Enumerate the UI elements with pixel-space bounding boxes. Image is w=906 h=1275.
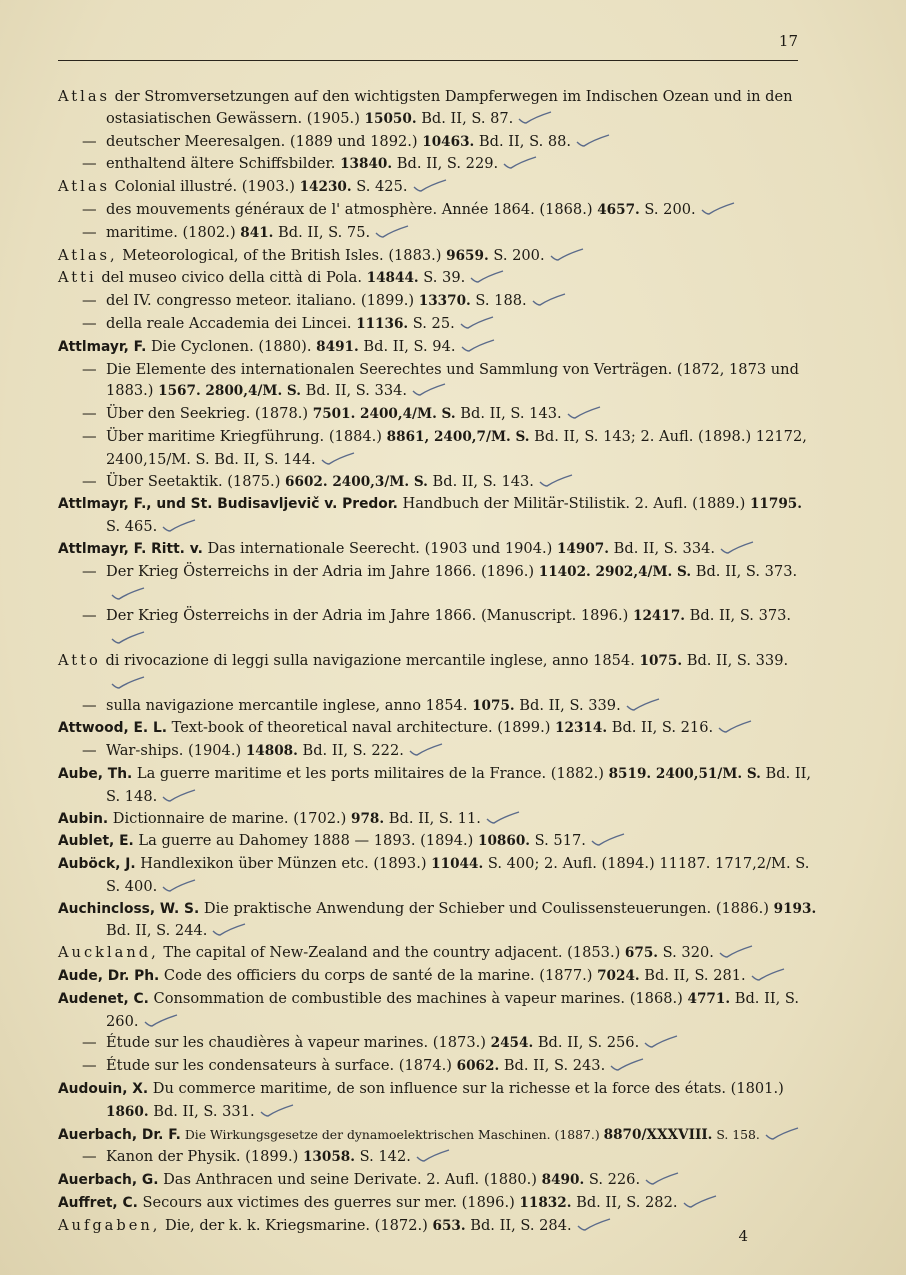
entry-title: Über den Seekrieg. (1878.) (106, 405, 313, 423)
entry-title: Dictionnaire de marine. (1702.) (108, 809, 352, 827)
entry-catalog-number: 15050. (364, 110, 417, 127)
entry-catalog-number: 14907. (556, 540, 609, 557)
entry-location: Bd. II, S. 281. (639, 967, 746, 985)
catalog-entry (58, 853, 818, 898)
entry-catalog-number: 841. (240, 224, 274, 241)
entry-catalog-number: 8519. 2400,51/M. S. (608, 765, 761, 782)
catalog-entry (58, 650, 818, 695)
entry-catalog-number: 10463. (422, 133, 475, 150)
entry-location: Bd. II, S. 373. (691, 562, 798, 580)
entry-catalog-number: 9659. (446, 247, 489, 264)
catalog-entry (58, 313, 818, 336)
entry-catalog-number: 8491. (316, 338, 359, 355)
catalog-entry (58, 1192, 818, 1215)
entry-catalog-number: 9193. (773, 900, 817, 917)
repeat-dash: — (82, 1148, 97, 1166)
entry-catalog-number: 14808. (245, 743, 298, 760)
entry-author: Aube, Th. (58, 765, 133, 782)
entry-title: The capital of New-Zealand and the country adjacent. (1853.) (158, 944, 625, 962)
check-mark-icon (412, 180, 448, 194)
entry-title: deutscher Meeresalgen. (1889 und 1892.) (106, 132, 423, 150)
check-mark-icon (320, 453, 356, 467)
entry-title: Text-book of theoretical naval architecture. (1899.) (167, 719, 556, 737)
check-mark-icon (408, 744, 444, 758)
entry-keyword: Atlas (58, 178, 111, 196)
catalog-entry (58, 561, 818, 606)
check-mark-icon (502, 157, 538, 171)
entry-location: Bd. II, S. 87. (416, 109, 514, 127)
catalog-entry (58, 1169, 818, 1192)
entry-title: sulla navigazione mercantile inglese, anno 1854. (106, 696, 473, 714)
entry-title: Handbuch der Militär-Stilistik. 2. Aufl. (1889.) (397, 495, 750, 513)
entry-catalog-number: 13840. (340, 156, 393, 173)
entry-catalog-number: 11136. (356, 315, 409, 332)
repeat-dash: — (82, 292, 97, 310)
entry-location: S. 226. (584, 1171, 641, 1189)
header-rule (58, 60, 798, 61)
entry-catalog-number: 7501. 2400,4/M. S. (312, 406, 456, 423)
repeat-dash: — (82, 200, 97, 218)
entry-location: Bd. II, S. 339. (514, 696, 621, 714)
repeat-dash: — (82, 696, 97, 714)
repeat-dash: — (82, 405, 97, 423)
check-mark-icon (538, 475, 574, 489)
entry-location: Bd. II, S. 373. (685, 607, 792, 625)
check-mark-icon (625, 699, 661, 713)
entry-author: Attlmayr, F. Ritt. v. (58, 540, 203, 557)
check-mark-icon (374, 226, 410, 240)
entry-catalog-number: 1567. 2800,4/M. S. (158, 383, 301, 400)
entry-location: S. 158. (712, 1126, 760, 1142)
entry-title: Über Seetaktik. (1875.) (106, 472, 286, 490)
entry-catalog-number: 7024. (597, 968, 640, 985)
entry-location: Bd. II, S. 243. (499, 1057, 606, 1075)
entry-catalog-number: 12417. (633, 608, 686, 625)
entry-catalog-number: 8861, 2400,7/M. S. (386, 428, 530, 445)
check-mark-icon (110, 588, 146, 602)
entry-location: Bd. II, S. 148. (106, 764, 812, 805)
entry-location: Bd. II, S. 88. (474, 132, 572, 150)
check-mark-icon (575, 135, 611, 149)
catalog-entry (58, 199, 818, 222)
entry-title: Étude sur les condensateurs à surface. (1874.) (106, 1057, 457, 1075)
catalog-entry (58, 1146, 818, 1169)
entry-keyword: Atlas (58, 88, 111, 105)
entry-title: Der Krieg Österreichs in der Adria im Jahre 1866. (1896.) (106, 562, 539, 580)
entry-title: La guerre maritime et les ports militaires de la France. (1882.) (132, 764, 609, 782)
catalog-entry (58, 493, 818, 538)
entry-location: S. 465. (106, 518, 158, 536)
catalog-entry (58, 830, 818, 853)
catalog-entry (58, 1032, 818, 1055)
entry-location: Bd. II, S. 284. (465, 1216, 572, 1234)
check-mark-icon (549, 249, 585, 263)
entry-catalog-number: 653. (432, 1217, 466, 1234)
entry-location: Bd. II, S. 75. (273, 223, 371, 241)
entry-location: Bd. II, S. 143. (427, 472, 534, 490)
catalog-entry (58, 717, 818, 740)
entry-location: S. 517. (530, 832, 586, 850)
catalog-entry (58, 267, 818, 290)
entry-catalog-number: 11795. (749, 496, 802, 513)
entry-title: Du commerce maritime, de son influence sur la richesse et la force des états. (1801.) (148, 1080, 784, 1098)
repeat-dash: — (82, 607, 97, 625)
entry-catalog-number: 13058. (302, 1149, 355, 1166)
entry-location: S. 25. (408, 314, 455, 332)
entry-title: Secours aux victimes des guerres sur mer. (1896.) (137, 1194, 520, 1212)
entry-title: maritime. (1802.) (106, 223, 241, 241)
entry-catalog-number: 13370. (418, 293, 471, 310)
entry-author: Auchincloss, W. S. (58, 900, 200, 917)
entry-title: di rivocazione di leggi sulla navigazione mercantile inglese, anno 1854. (100, 651, 640, 669)
catalog-entry (58, 426, 818, 471)
entry-title: Das Anthracen und seine Derivate. 2. Aufl. (1880.) (158, 1171, 542, 1189)
entry-location: Bd. II, S. 256. (533, 1034, 640, 1052)
entry-location: S. 200. (639, 200, 696, 218)
entry-author: Aubin. (58, 810, 109, 827)
catalog-entry (58, 336, 818, 359)
check-mark-icon (259, 1105, 295, 1119)
entry-author: Audouin, X. (58, 1081, 149, 1098)
repeat-dash: — (82, 223, 97, 241)
entry-keyword: Auckland, (58, 944, 159, 962)
catalog-entry (58, 988, 818, 1033)
repeat-dash: — (82, 427, 97, 445)
entry-title: della reale Accademia dei Lincei. (106, 314, 357, 332)
entry-location: Bd. II, S. 222. (297, 742, 404, 760)
entry-title: Colonial illustré. (1903.) (110, 178, 300, 196)
check-mark-icon (700, 203, 736, 217)
entry-location: Bd. II, S. 282. (571, 1194, 678, 1212)
entry-catalog-number: 10860. (477, 833, 531, 850)
catalog-entry (58, 605, 818, 650)
check-mark-icon (718, 946, 754, 960)
check-mark-icon (110, 677, 146, 691)
check-mark-icon (161, 880, 197, 894)
entry-catalog-number: 1075. (639, 652, 683, 669)
page-number: 17 (778, 32, 798, 50)
entry-location: Bd. II, S. 331. (148, 1102, 255, 1120)
catalog-entry (58, 471, 818, 494)
entry-location: S. 142. (355, 1148, 411, 1166)
check-mark-icon (415, 1150, 451, 1164)
repeat-dash: — (82, 742, 97, 760)
repeat-dash: — (82, 314, 97, 332)
catalog-entry (58, 538, 818, 561)
entry-title: Code des officiers du corps de santé de la marine. (1877.) (159, 967, 598, 985)
entry-catalog-number: 12314. (555, 720, 608, 737)
check-mark-icon (460, 340, 496, 354)
entry-catalog-number: 2454. (490, 1035, 534, 1052)
entry-title: Kanon der Physik. (1899.) (106, 1148, 303, 1166)
entry-author: Attwood, E. L. (58, 720, 167, 737)
check-mark-icon (469, 271, 505, 285)
catalog-entry (58, 965, 818, 988)
entry-location: Bd. II, S. 260. (106, 989, 800, 1030)
check-mark-icon (531, 294, 567, 308)
entry-location: Bd. II, S. 339. (682, 651, 789, 669)
catalog-entry (58, 1078, 818, 1124)
entry-location: Bd. II, S. 94. (358, 337, 456, 355)
catalog-entry (58, 898, 818, 943)
check-mark-icon (161, 520, 197, 534)
check-mark-icon (411, 384, 447, 398)
entry-title: Das internationale Seerecht. (1903 und 1904.) (202, 539, 557, 557)
catalog-entry (58, 1124, 818, 1147)
check-mark-icon (110, 632, 146, 646)
entry-location: Bd. II, S. 216. (607, 719, 714, 737)
entry-catalog-number: 11044. (431, 856, 484, 873)
check-mark-icon (566, 407, 602, 421)
repeat-dash: — (82, 472, 97, 490)
entry-title: enthaltend ältere Schiffsbilder. (106, 155, 341, 173)
entry-author: Attlmayr, F. (58, 338, 147, 355)
catalog-entry (58, 153, 818, 176)
check-mark-icon (211, 924, 247, 938)
catalog-entry (58, 176, 818, 199)
repeat-dash: — (82, 132, 97, 150)
entry-title: der Stromversetzungen auf den wichtigsten Dampferwegen im Indischen Ozean und in den ostasiatischen Gewässern. (1905.) (106, 88, 793, 127)
entry-location: Bd. II, S. 334. (301, 382, 408, 400)
entry-author: Auerbach, G. (58, 1172, 159, 1189)
entry-location: S. 39. (418, 269, 466, 287)
catalog-entry (58, 1215, 818, 1238)
catalog-entry (58, 290, 818, 313)
entry-location: S. 188. (470, 292, 527, 310)
check-mark-icon (517, 112, 553, 126)
entry-location: S. 400; 2. Aufl. (1894.) 11187. 1717,2/M. S. S. 400. (106, 855, 810, 895)
catalog-entry (58, 245, 818, 268)
entry-location: Bd. II, S. 244. (106, 922, 208, 940)
entry-location: S. 425. (351, 178, 408, 196)
entry-catalog-number: 11402. 2902,4/M. S. (538, 563, 692, 580)
entry-keyword: Atto (58, 651, 101, 669)
check-mark-icon (161, 790, 197, 804)
entry-catalog-number: 4657. (597, 201, 640, 218)
catalog-entry (58, 740, 818, 763)
entry-location: Bd. II, S. 143; 2. Aufl. (1898.) 12172, 2400,15/M. S. Bd. II, S. 144. (106, 427, 807, 468)
entry-title: Handlexikon über Münzen etc. (1893.) (135, 855, 432, 873)
entry-author: Auerbach, Dr. F. (58, 1126, 181, 1143)
entry-location: Bd. II, S. 143. (455, 405, 562, 423)
check-mark-icon (750, 969, 786, 983)
catalog-entry (58, 86, 818, 131)
entry-catalog-number: 675. (624, 945, 659, 962)
repeat-dash: — (82, 562, 97, 580)
entry-title: del museo civico della città di Pola. (96, 269, 367, 287)
catalog-entries (58, 86, 818, 1238)
entry-catalog-number: 14844. (366, 270, 419, 287)
repeat-dash: — (82, 155, 97, 173)
entry-title: Meteorological, of the British Isles. (1883.) (117, 246, 447, 264)
catalog-entry (58, 131, 818, 154)
entry-title: Die Wirkungsgesetze der dynamoelektrischen Maschinen. (1887.) (180, 1126, 604, 1142)
entry-title: Die, der k. k. Kriegsmarine. (1872.) (160, 1216, 433, 1234)
entry-catalog-number: 1860. (106, 1103, 149, 1120)
check-mark-icon (485, 812, 521, 826)
entry-location: S. 200. (488, 246, 545, 264)
entry-author: Attlmayr, F., und St. Budisavljevič v. Predor. (58, 496, 398, 513)
catalog-entry (58, 222, 818, 245)
catalog-entry (58, 695, 818, 718)
catalog-entry (58, 942, 818, 965)
entry-catalog-number: 8870/XXXVIII. (603, 1126, 713, 1143)
catalog-entry (58, 763, 818, 808)
entry-title: Der Krieg Österreichs in der Adria im Jahre 1866. (Manuscript. 1896.) (106, 607, 633, 625)
entry-keyword: Atti (58, 269, 97, 287)
check-mark-icon (459, 317, 495, 331)
entry-title: Die praktische Anwendung der Schieber und Coulissensteuerungen. (1886.) (199, 899, 774, 917)
catalog-entry (58, 1055, 818, 1078)
check-mark-icon (576, 1219, 612, 1233)
entry-author: Aude, Dr. Ph. (58, 968, 160, 985)
entry-catalog-number: 6602. 2400,3/M. S. (285, 473, 428, 490)
entry-keyword: Atlas, (58, 246, 118, 264)
entry-author: Audenet, C. (58, 990, 149, 1007)
check-mark-icon (609, 1059, 645, 1073)
entry-catalog-number: 11832. (519, 1195, 572, 1212)
entry-title: del IV. congresso meteor. italiano. (1899.) (106, 292, 419, 310)
entry-title: Consommation de combustible des machines à vapeur marines. (1868.) (148, 989, 688, 1007)
entry-catalog-number: 978. (351, 810, 385, 827)
catalog-entry (58, 403, 818, 426)
entry-title: Die Cyclonen. (1880). (146, 337, 317, 355)
entry-title: des mouvements généraux de l' atmosphère. Année 1864. (1868.) (106, 200, 598, 218)
entry-author: Auböck, J. (58, 856, 136, 873)
check-mark-icon (644, 1173, 680, 1187)
entry-location: Bd. II, S. 11. (384, 809, 481, 827)
check-mark-icon (643, 1036, 679, 1050)
entry-author: Aublet, E. (58, 833, 134, 850)
check-mark-icon (764, 1128, 800, 1142)
entry-author: Auffret, C. (58, 1195, 138, 1212)
entry-title: Die Elemente des internationalen Seerechtes und Sammlung von Verträgen. (1872, 1873 und 1883.) (106, 360, 799, 400)
repeat-dash: — (82, 360, 97, 378)
catalog-entry (58, 808, 818, 831)
signature-mark: 4 (738, 1227, 748, 1245)
catalog-entry (58, 359, 818, 404)
repeat-dash: — (82, 1057, 97, 1075)
entry-catalog-number: 14230. (299, 179, 352, 196)
repeat-dash: — (82, 1034, 97, 1052)
entry-location: S. 320. (658, 944, 714, 962)
entry-title: Über maritime Kriegführung. (1884.) (106, 427, 387, 445)
check-mark-icon (682, 1196, 718, 1210)
entry-keyword: Aufgaben, (58, 1216, 161, 1234)
entry-catalog-number: 6062. (456, 1058, 500, 1075)
entry-title: War-ships. (1904.) (106, 742, 246, 760)
entry-catalog-number: 4771. (687, 990, 731, 1007)
check-mark-icon (143, 1015, 179, 1029)
entry-location: Bd. II, S. 229. (392, 155, 499, 173)
entry-location: Bd. II, S. 334. (608, 539, 716, 557)
check-mark-icon (717, 721, 753, 735)
entry-title: La guerre au Dahomey 1888 — 1893. (1894.) (133, 832, 478, 850)
entry-catalog-number: 1075. (472, 697, 515, 714)
check-mark-icon (590, 834, 626, 848)
entry-catalog-number: 8490. (541, 1172, 585, 1189)
check-mark-icon (719, 542, 755, 556)
entry-title: Étude sur les chaudières à vapeur marines. (1873.) (106, 1034, 491, 1052)
